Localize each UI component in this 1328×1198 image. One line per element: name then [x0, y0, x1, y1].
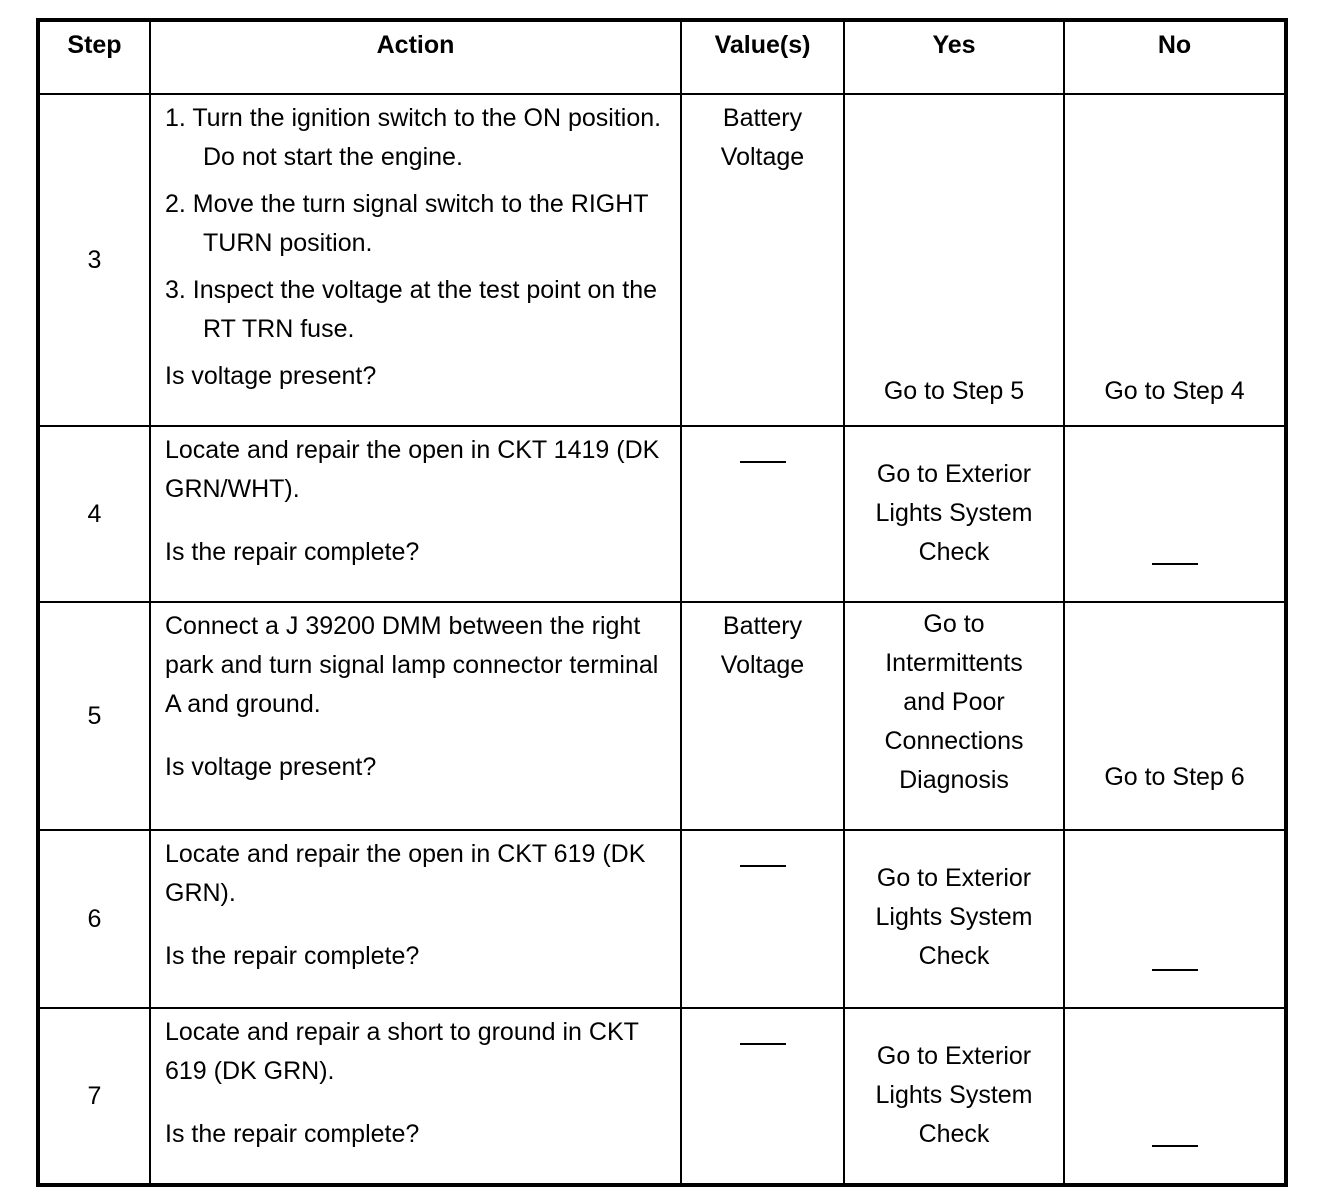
yes-cell — [844, 426, 1064, 602]
empty-value-dash — [740, 865, 786, 867]
table-row — [38, 94, 1286, 426]
step-number: 6 — [38, 830, 150, 1008]
header-no: No — [1064, 20, 1286, 94]
action-text: Connect a J 39200 DMM between the right park and turn signal lamp connector terminal A and ground. — [165, 612, 659, 718]
yes-text: Go to Intermittents and Poor Connections Diagnosis — [884, 610, 1024, 794]
yes-text: Go to Exterior Lights System Check — [875, 460, 1033, 566]
yes-cell — [844, 1008, 1064, 1185]
value-text: Battery Voltage — [720, 612, 805, 679]
action-cell — [150, 426, 681, 602]
yes-text: Go to Exterior Lights System Check — [875, 864, 1033, 970]
value-cell — [681, 426, 844, 602]
action-cell — [150, 94, 681, 426]
empty-no-dash — [1152, 969, 1198, 971]
table-row — [38, 1008, 1286, 1185]
header-row — [38, 20, 1286, 94]
value-cell — [681, 1008, 844, 1185]
value-cell — [681, 602, 844, 830]
action-item: 2. Move the turn signal switch to the RIGHT TURN position. — [165, 190, 649, 257]
header-action: Action — [150, 20, 681, 94]
value-cell — [681, 830, 844, 1008]
table-row — [38, 830, 1286, 1008]
action-text: Locate and repair a short to ground in CKT 619 (DK GRN). — [165, 1018, 639, 1085]
no-cell — [1064, 830, 1286, 1008]
empty-no-dash — [1152, 563, 1198, 565]
yes-text: Go to Exterior Lights System Check — [875, 1042, 1033, 1148]
yes-cell — [844, 94, 1064, 426]
value-text: Battery Voltage — [720, 104, 805, 171]
empty-value-dash — [740, 1043, 786, 1045]
action-question: Is voltage present? — [165, 362, 377, 390]
table-row — [38, 426, 1286, 602]
action-question: Is the repair complete? — [165, 1120, 420, 1148]
yes-text: Go to Step 5 — [883, 377, 1025, 405]
value-cell — [681, 94, 844, 426]
action-cell — [150, 830, 681, 1008]
header-values: Value(s) — [681, 20, 844, 94]
step-number: 7 — [38, 1008, 150, 1185]
no-cell — [1064, 1008, 1286, 1185]
no-cell — [1064, 602, 1286, 830]
action-cell — [150, 1008, 681, 1185]
action-question: Is the repair complete? — [165, 942, 420, 970]
action-item: 1. Turn the ignition switch to the ON position. Do not start the engine. — [165, 104, 662, 171]
no-text: Go to Step 4 — [1104, 377, 1245, 405]
no-cell — [1064, 94, 1286, 426]
diagnostic-table — [36, 18, 1288, 1187]
header-yes: Yes — [844, 20, 1064, 94]
action-text: Locate and repair the open in CKT 1419 (DK GRN/WHT). — [165, 436, 660, 503]
header-step: Step — [38, 20, 150, 94]
action-text: Locate and repair the open in CKT 619 (DK GRN). — [165, 840, 646, 907]
yes-cell — [844, 602, 1064, 830]
action-cell — [150, 602, 681, 830]
empty-no-dash — [1152, 1145, 1198, 1147]
no-cell — [1064, 426, 1286, 602]
step-number: 4 — [38, 426, 150, 602]
no-text: Go to Step 6 — [1104, 763, 1245, 791]
action-question: Is voltage present? — [165, 753, 377, 781]
action-question: Is the repair complete? — [165, 538, 420, 566]
empty-value-dash — [740, 461, 786, 463]
step-number: 3 — [38, 94, 150, 426]
table-row — [38, 602, 1286, 830]
yes-cell — [844, 830, 1064, 1008]
step-number: 5 — [38, 602, 150, 830]
action-item: 3. Inspect the voltage at the test point on the RT TRN fuse. — [165, 276, 658, 343]
